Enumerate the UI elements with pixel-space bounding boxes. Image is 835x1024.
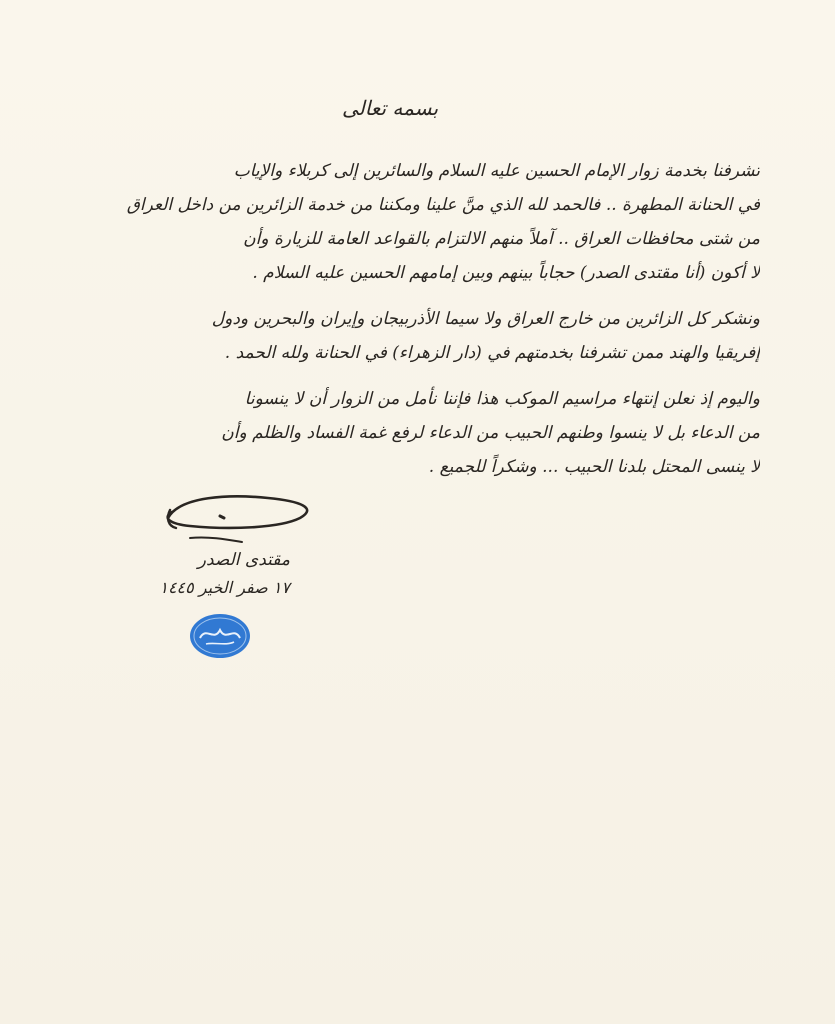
paragraph-line: من الدعاء بل لا ينسوا وطنهم الحبيب من الدعاء لرفع غمة الفساد والظلم وأن xyxy=(221,423,760,443)
official-seal-stamp xyxy=(188,612,252,660)
paragraph-1 xyxy=(60,154,760,290)
handwritten-signature xyxy=(150,488,320,548)
signatory-name: مقتدى الصدر xyxy=(197,550,290,570)
paragraph-line: تشرفنا بخدمة زوار الإمام الحسين عليه السلام والسائرين إلى كربلاء والإياب xyxy=(233,161,760,181)
paragraph-line: في الحنانة المطهرة .. فالحمد لله الذي منَّ علينا ومكننا من خدمة الزائرين من داخل العراق xyxy=(126,195,760,215)
paragraph-2 xyxy=(60,302,760,370)
paragraph-3 xyxy=(60,382,760,484)
signature-block xyxy=(150,488,350,668)
paragraph-line: واليوم إذ نعلن إنتهاء مراسيم الموكب هذا فإننا نأمل من الزوار أن لا ينسونا xyxy=(244,389,760,409)
letter-body xyxy=(60,96,760,496)
paragraph-line: لا ينسى المحتل بلدنا الحبيب ... وشكراً للجميع . xyxy=(428,457,760,477)
signature-date: ١٧ صفر الخير ١٤٤٥ xyxy=(159,578,290,597)
basmala-heading: بسمه تعالى xyxy=(341,96,439,120)
paragraph-line: إفريقيا والهند ممن تشرفنا بخدمتهم في (دار الزهراء) في الحنانة ولله الحمد . xyxy=(224,343,760,363)
paragraph-line: من شتى محافظات العراق .. آملاً منهم الالتزام بالقواعد العامة للزيارة وأن xyxy=(243,229,760,249)
paragraph-line: ونشكر كل الزائرين من خارج العراق ولا سيما الأذربيجان وإيران والبحرين ودول xyxy=(211,309,760,329)
paragraph-line: لا أكون (أنا مقتدى الصدر) حجاباً بينهم وبين إمامهم الحسين عليه السلام . xyxy=(252,263,760,283)
